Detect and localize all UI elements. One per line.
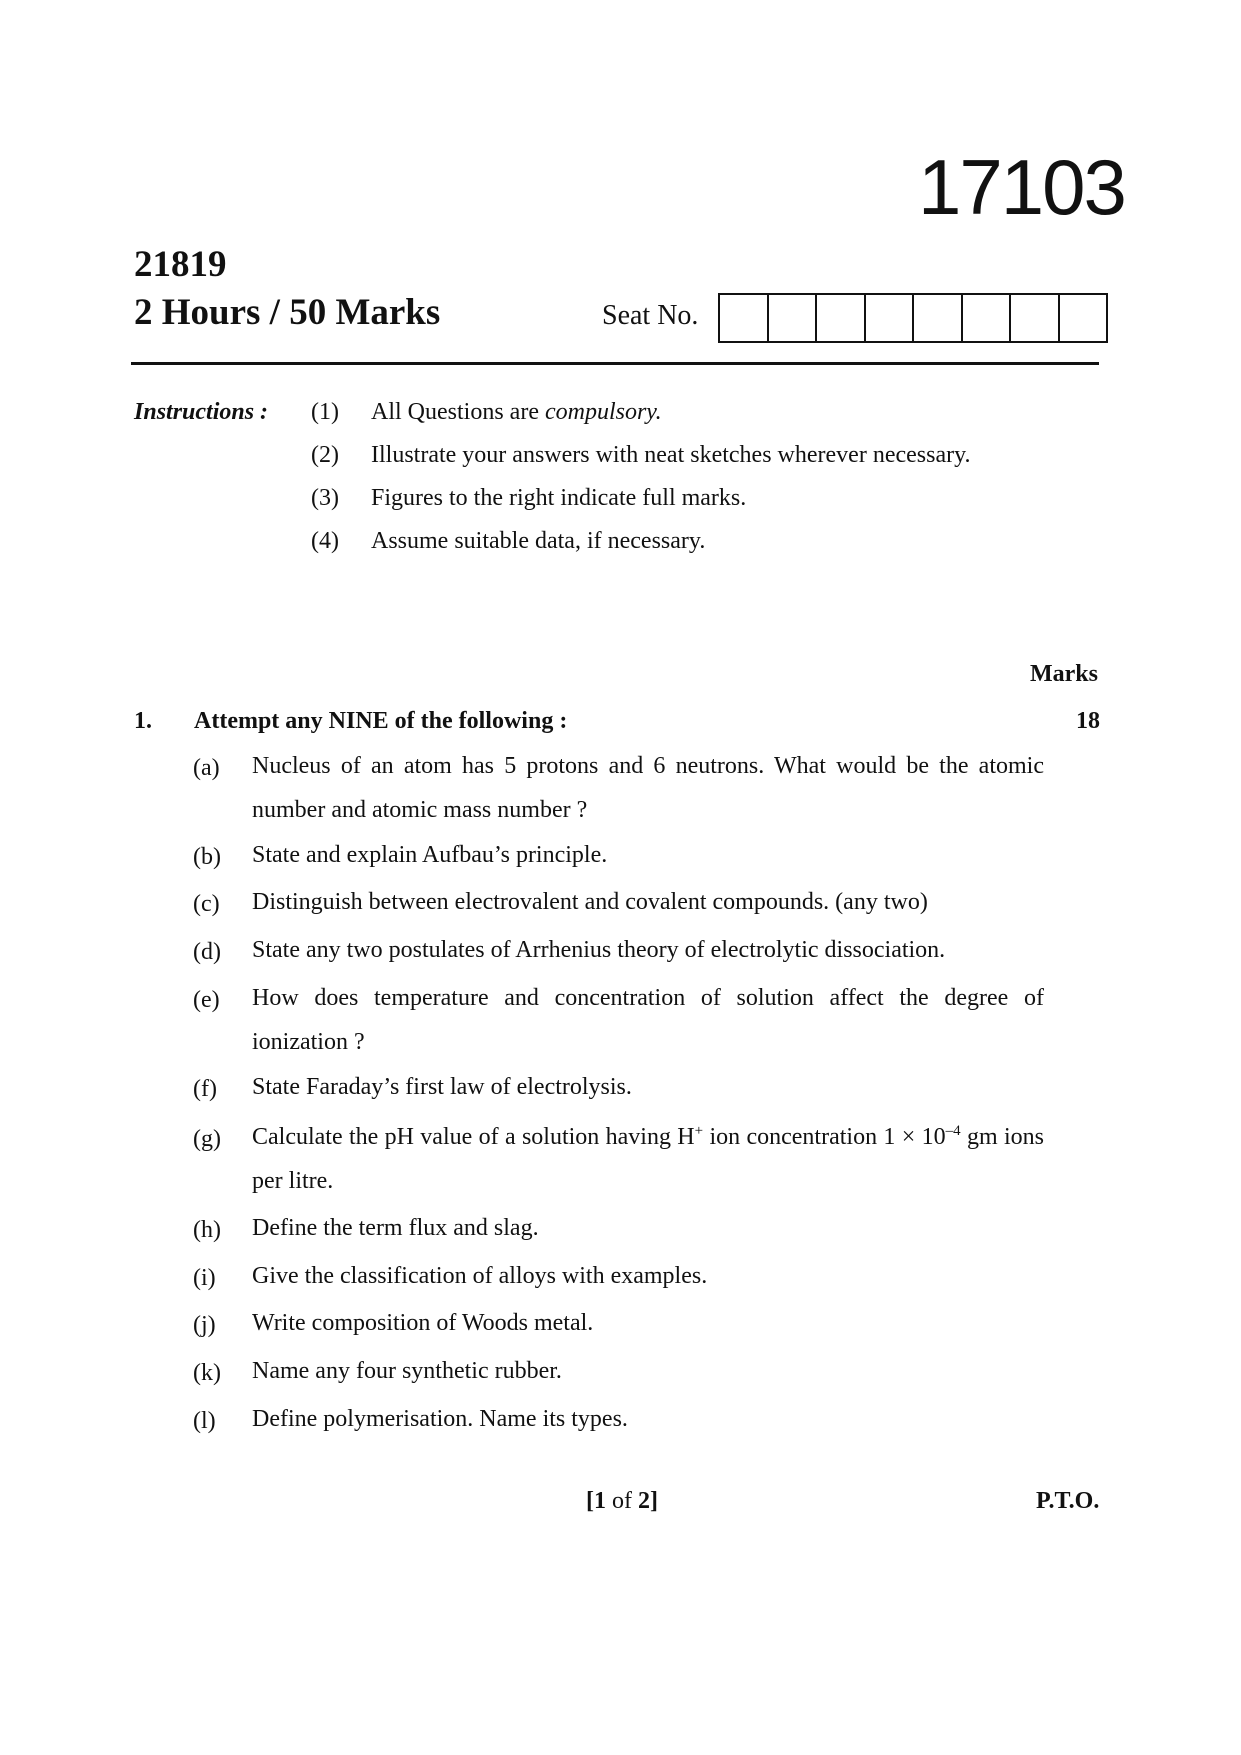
instruction-number: (3) bbox=[311, 485, 339, 511]
page-bracket-open: [ bbox=[586, 1488, 594, 1514]
seat-box bbox=[1011, 295, 1060, 341]
subquestion-text: Define polymerisation. Name its types. bbox=[252, 1406, 628, 1432]
subquestion-label: (c) bbox=[193, 891, 220, 917]
subquestion-label: (k) bbox=[193, 1360, 221, 1386]
subquestion-label: (a) bbox=[193, 755, 220, 781]
question-title: Attempt any NINE of the following : bbox=[194, 708, 568, 734]
instruction-text-emphasis: compulsory. bbox=[544, 399, 662, 425]
superscript: + bbox=[694, 1123, 704, 1139]
page-bracket-close: ] bbox=[650, 1488, 658, 1514]
please-turn-over: P.T.O. bbox=[1036, 1488, 1100, 1514]
seat-box bbox=[963, 295, 1012, 341]
subquestion-label: (e) bbox=[193, 987, 220, 1013]
question-marks: 18 bbox=[1076, 708, 1100, 734]
subquestion-text: State any two postulates of Arrhenius theory of electrolytic dissociation. bbox=[252, 937, 946, 963]
instructions-label: Instructions : bbox=[134, 399, 269, 425]
subquestion-text bbox=[252, 1115, 1044, 1203]
seat-box bbox=[720, 295, 769, 341]
instruction-text-plain: All Questions are bbox=[371, 399, 545, 425]
subquestion-text: How does temperature and concentration of solution affect the degree of ionization ? bbox=[252, 985, 1044, 1055]
subquestion-text-part: ion concentration 1 × 10 bbox=[703, 1124, 946, 1150]
seat-box bbox=[914, 295, 963, 341]
header-divider bbox=[131, 362, 1099, 365]
subquestion-text: Nucleus of an atom has 5 protons and 6 neutrons. What would be the atomic number and atomic mass number ? bbox=[252, 753, 1044, 823]
instruction-text: Assume suitable data, if necessary. bbox=[371, 528, 706, 554]
instruction-text: Illustrate your answers with neat sketches wherever necessary. bbox=[371, 442, 971, 468]
seat-box bbox=[817, 295, 866, 341]
instruction-number: (2) bbox=[311, 442, 339, 468]
subquestion-label: (l) bbox=[193, 1408, 216, 1434]
instruction-number: (1) bbox=[311, 399, 339, 425]
superscript: –4 bbox=[945, 1123, 961, 1139]
subquestion-label: (g) bbox=[193, 1126, 221, 1152]
page-current: 1 bbox=[594, 1488, 606, 1514]
marks-column-header: Marks bbox=[1030, 661, 1098, 687]
paper-code: 17103 bbox=[918, 143, 1125, 231]
subquestion-label: (f) bbox=[193, 1076, 217, 1102]
subquestion-label: (d) bbox=[193, 939, 221, 965]
subquestion-text: Name any four synthetic rubber. bbox=[252, 1358, 562, 1384]
subquestion-text-part: Calculate the pH value of a solution having H bbox=[252, 1124, 695, 1150]
subquestion-text: Write composition of Woods metal. bbox=[252, 1310, 594, 1336]
subquestion-label: (b) bbox=[193, 844, 221, 870]
instruction-number: (4) bbox=[311, 528, 339, 554]
page-indicator bbox=[586, 1489, 658, 1513]
question-number: 1. bbox=[134, 708, 152, 734]
duration-marks: 2 Hours / 50 Marks bbox=[134, 292, 441, 333]
seat-number-boxes bbox=[718, 293, 1108, 343]
instruction-text bbox=[371, 400, 662, 424]
seat-box bbox=[1060, 295, 1107, 341]
seat-box bbox=[769, 295, 818, 341]
subquestion-text: Give the classification of alloys with examples. bbox=[252, 1263, 708, 1289]
seat-number-label: Seat No. bbox=[602, 300, 699, 331]
subquestion-text: State and explain Aufbau’s principle. bbox=[252, 842, 608, 868]
subquestion-text-part: gm ions per litre. bbox=[252, 1124, 1045, 1194]
seat-box bbox=[866, 295, 915, 341]
subquestion-text: Distinguish between electrovalent and covalent compounds. (any two) bbox=[252, 889, 928, 915]
subquestion-text: Define the term flux and slag. bbox=[252, 1215, 539, 1241]
subquestion-label: (j) bbox=[193, 1312, 216, 1338]
subquestion-label: (h) bbox=[193, 1217, 221, 1243]
page-of: of bbox=[606, 1488, 638, 1514]
page-total: 2 bbox=[638, 1488, 650, 1514]
exam-code: 21819 bbox=[134, 244, 227, 285]
instruction-text: Figures to the right indicate full marks. bbox=[371, 485, 747, 511]
subquestion-text: State Faraday’s first law of electrolysis. bbox=[252, 1074, 632, 1100]
subquestion-label: (i) bbox=[193, 1265, 216, 1291]
